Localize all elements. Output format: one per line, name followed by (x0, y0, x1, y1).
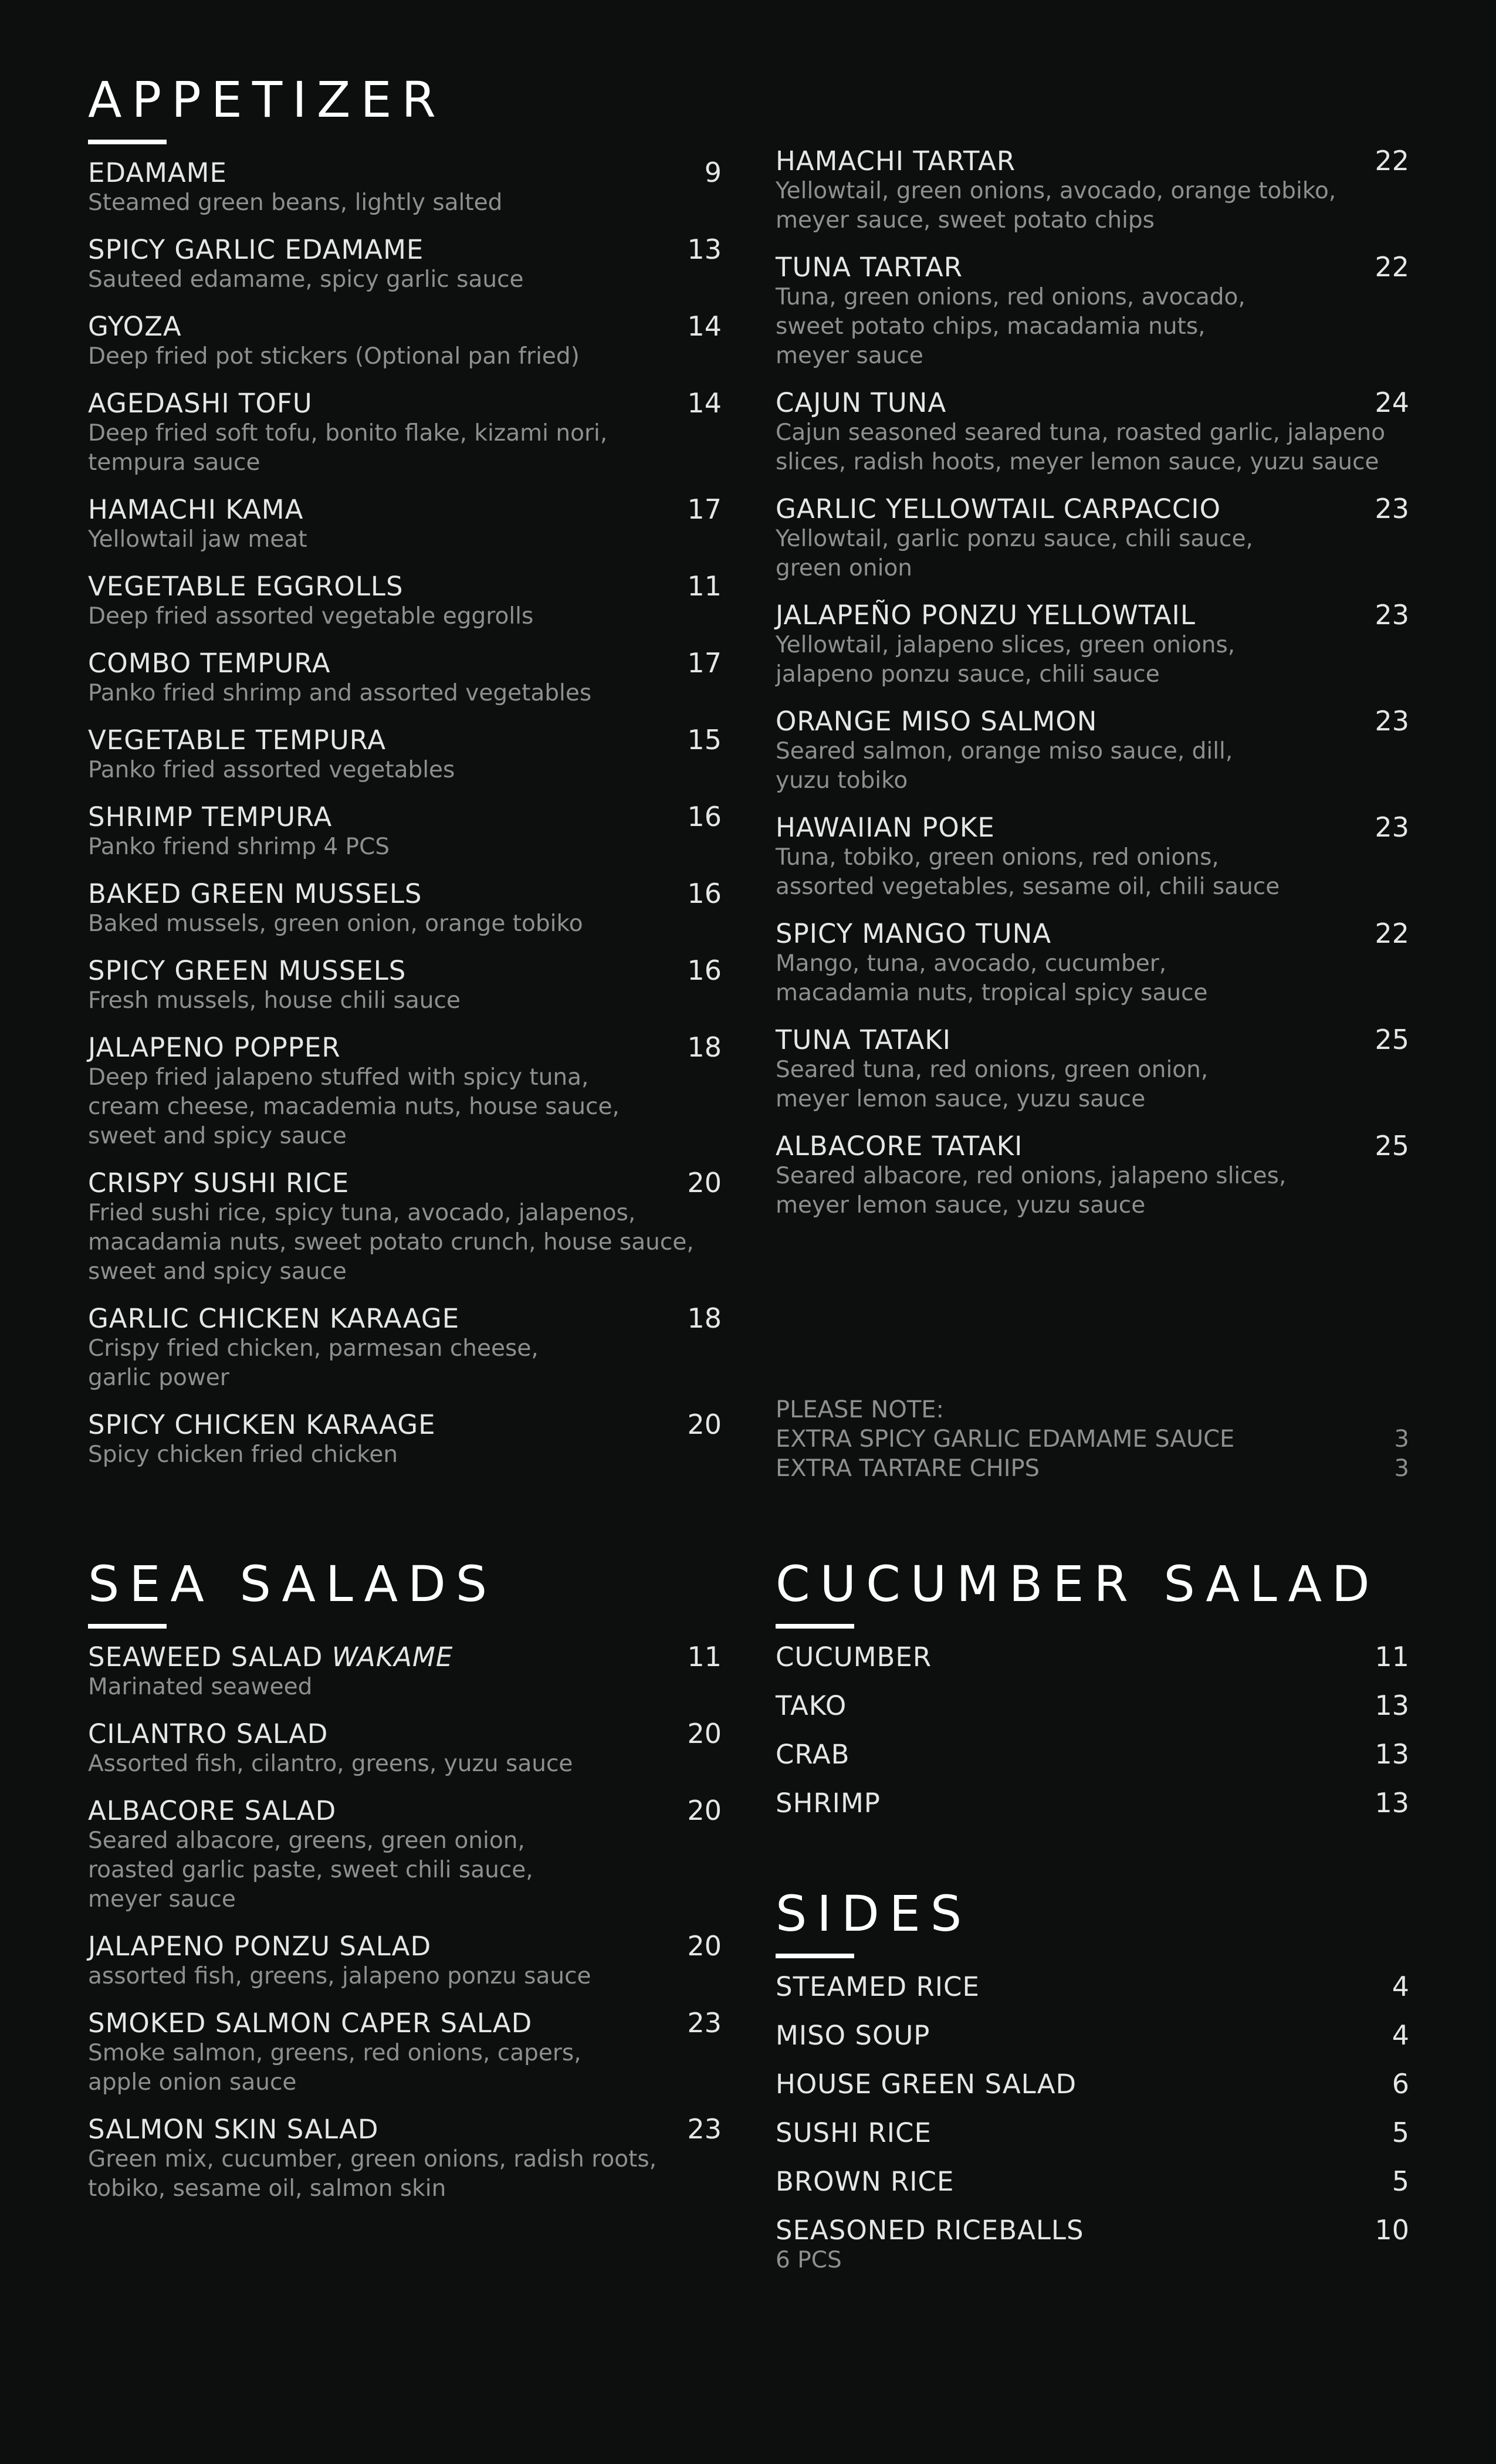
menu-item (88, 1931, 722, 1991)
menu-item-name (88, 802, 332, 832)
menu-item (88, 234, 722, 295)
menu-item-description: Deep fried jalapeno stuffed with spicy tuna, cream cheese, macademia nuts, house sauce, sweet and spicy sauce (88, 1064, 620, 1149)
menu-item-name (88, 1168, 349, 1199)
menu-item (88, 801, 722, 862)
menu-item-description: Deep fried soft tofu, bonito flake, kizami nori, tempura sauce (88, 420, 608, 476)
menu-item-row (776, 1690, 1409, 1721)
menu-item-price: 23 (1375, 811, 1409, 843)
menu-item-price: 13 (1375, 1690, 1409, 1721)
menu-item-row (776, 252, 1409, 283)
menu-item-price: 17 (687, 647, 722, 679)
menu-item-price: 14 (687, 387, 722, 419)
menu-item (88, 571, 722, 631)
menu-item-row (88, 571, 722, 602)
menu-item-row (776, 1024, 1409, 1055)
menu-item (88, 388, 722, 478)
menu-item-name (88, 1719, 328, 1749)
menu-item-name (776, 2167, 954, 2197)
menu-item-description: Seared albacore, greens, green onion, roasted garlic paste, sweet chili sauce, meyer sauce (88, 1827, 533, 1913)
menu-item (88, 311, 722, 371)
menu-item-row (776, 1739, 1409, 1770)
menu-item-row (88, 234, 722, 265)
menu-item-name (776, 146, 1016, 177)
menu-item-name (88, 158, 227, 188)
menu-item-name-text: CRISPY SUSHI RICE (88, 1167, 350, 1199)
menu-item-name (88, 571, 404, 602)
menu-item (776, 918, 1409, 1008)
menu-item-description: Deep fried assorted vegetable eggrolls (88, 603, 534, 629)
menu-item (88, 1032, 722, 1151)
menu-item-price: 20 (687, 1409, 722, 1440)
menu-item-name-text: GARLIC CHICKEN KARAAGE (88, 1303, 460, 1334)
menu-item-name-text: COMBO TEMPURA (88, 648, 331, 679)
menu-item-name-text: TUNA TATAKI (776, 1024, 952, 1055)
menu-item-name (776, 2020, 930, 2051)
menu-item (776, 812, 1409, 902)
menu-item-row (776, 1641, 1409, 1673)
sides-list (776, 1971, 1409, 2275)
menu-item-name-text: SPICY MANGO TUNA (776, 918, 1052, 949)
menu-item-name-text: HAMACHI TARTAR (776, 145, 1016, 177)
menu-item-price: 22 (1375, 251, 1409, 283)
menu-item-price: 16 (687, 878, 722, 909)
menu-item-description: Tuna, tobiko, green onions, red onions, assorted vegetables, sesame oil, chili sauce (776, 844, 1280, 900)
menu-item-name-text: SEASONED RICEBALLS (776, 2215, 1084, 2246)
menu-item (88, 1167, 722, 1287)
menu-item-description: Fresh mussels, house chili sauce (88, 987, 461, 1014)
menu-item-description: Mango, tuna, avocado, cucumber, macadamia nuts, tropical spicy sauce (776, 950, 1208, 1006)
menu-item-row (88, 1032, 722, 1063)
menu-item (88, 157, 722, 218)
menu-item-name (776, 600, 1196, 631)
menu-item-price: 23 (687, 2007, 722, 2039)
menu-item-name (776, 494, 1221, 524)
menu-item-name-text: SMOKED SALMON CAPER SALAD (88, 2008, 533, 2039)
menu-item-row (88, 648, 722, 679)
menu-item-name (776, 1739, 850, 1770)
menu-item (776, 1971, 1409, 2002)
menu-item-name (776, 813, 995, 843)
note-label: EXTRA SPICY GARLIC EDAMAME SAUCE (776, 1426, 1235, 1453)
menu-item-description: Deep fried pot stickers (Optional pan fried) (88, 343, 580, 370)
please-note (776, 1395, 1409, 1483)
menu-item-price: 25 (1375, 1024, 1409, 1055)
menu-item-name-text: VEGETABLE EGGROLLS (88, 571, 404, 602)
menu-item (776, 1739, 1409, 1770)
menu-item-name (88, 725, 386, 756)
cucumber-salad-title: CUCUMBER SALAD (776, 1555, 1380, 1613)
menu-item-row (776, 1131, 1409, 1162)
menu-item-name-text: STEAMED RICE (776, 1971, 980, 2002)
note-label: EXTRA TARTARE CHIPS (776, 1455, 1040, 1482)
menu-item (88, 955, 722, 1016)
menu-item-description: Smoke salmon, greens, red onions, capers, apple onion sauce (88, 2040, 581, 2096)
menu-item-description: Steamed green beans, lightly salted (88, 189, 503, 216)
menu-item-name (88, 2008, 532, 2039)
menu-item-price: 20 (687, 1930, 722, 1962)
menu-item-row (88, 388, 722, 419)
menu-item-row (88, 1795, 722, 1826)
menu-item-price: 23 (687, 2113, 722, 2145)
menu-item-name-text: SHRIMP TEMPURA (88, 801, 333, 832)
menu-item-price: 25 (1375, 1130, 1409, 1162)
menu-item-name-text: ALBACORE TATAKI (776, 1131, 1023, 1162)
menu-item-description: Yellowtail, garlic ponzu sauce, chili sauce, green onion (776, 526, 1253, 581)
menu-item-name (776, 1691, 847, 1721)
menu-item-name-text: SUSHI RICE (776, 2117, 932, 2148)
cucumber-salad-section (776, 1555, 1409, 1836)
menu-item-row (776, 2069, 1409, 2100)
menu-item-price: 18 (687, 1302, 722, 1334)
menu-item-row (776, 145, 1409, 177)
menu-item (776, 1131, 1409, 1220)
menu-item-row (88, 2114, 722, 2145)
menu-item-name-text: GYOZA (88, 311, 182, 342)
menu-item (776, 145, 1409, 235)
menu-item-name (88, 2114, 379, 2145)
menu-item-description: Seared salmon, orange miso sauce, dill, yuzu tobiko (776, 738, 1233, 794)
menu-item-name (776, 1131, 1023, 1162)
menu-item-row (776, 493, 1409, 524)
menu-item-price: 13 (687, 233, 722, 265)
menu-item-name (88, 879, 422, 909)
menu-item-price: 9 (704, 157, 722, 188)
menu-item-name-text: MISO SOUP (776, 2020, 930, 2051)
menu-item-description: Seared albacore, red onions, jalapeno slices, meyer lemon sauce, yuzu sauce (776, 1163, 1287, 1219)
appetizer-left-list (88, 157, 722, 1470)
menu-item-name-text: BAKED GREEN MUSSELS (88, 878, 422, 909)
menu-item-row (88, 725, 722, 756)
menu-item-price: 4 (1392, 2019, 1409, 2051)
menu-item-row (88, 1641, 722, 1673)
menu-item-row (776, 812, 1409, 843)
menu-item-row (88, 1931, 722, 1962)
menu-item-row (776, 2215, 1409, 2246)
menu-item (776, 2069, 1409, 2100)
menu-item-name (88, 312, 182, 342)
menu-item-description: 6 PCS (776, 2247, 842, 2273)
menu-item-name-text: TUNA TARTAR (776, 252, 963, 283)
menu-item-price: 6 (1392, 2068, 1409, 2100)
menu-item-name (88, 1033, 341, 1063)
sea-salads-list (88, 1641, 722, 2204)
menu-item-price: 15 (687, 724, 722, 756)
menu-item-description: Baked mussels, green onion, orange tobiko (88, 911, 583, 937)
menu-item-price: 20 (687, 1718, 722, 1749)
menu-item (88, 725, 722, 785)
menu-item-price: 23 (1375, 705, 1409, 737)
menu-item (776, 252, 1409, 371)
menu-item (88, 648, 722, 708)
menu-item-name-text: SPICY GARLIC EDAMAME (88, 234, 424, 265)
menu-item-name (776, 2069, 1077, 2100)
menu-item-row (88, 1167, 722, 1199)
menu-item-name (776, 706, 1097, 737)
menu-item-row (776, 918, 1409, 949)
menu-item (776, 2117, 1409, 2148)
menu-item-name (776, 2215, 1084, 2246)
menu-item-name (776, 252, 963, 283)
menu-item-price: 22 (1375, 145, 1409, 177)
note-line (776, 1424, 1409, 1454)
menu-item-price: 16 (687, 801, 722, 832)
menu-item-price: 23 (1375, 599, 1409, 631)
menu-item-name-text: JALAPENO POPPER (88, 1032, 341, 1063)
title-underline (88, 1624, 167, 1629)
menu-item (776, 1024, 1409, 1114)
menu-item-name-text: VEGETABLE TEMPURA (88, 725, 387, 756)
menu-item-name-text: BROWN RICE (776, 2166, 955, 2197)
menu-item-price: 24 (1375, 387, 1409, 418)
appetizer-title: APPETIZER (88, 71, 446, 128)
menu-item-row (776, 387, 1409, 418)
note-heading: PLEASE NOTE: (776, 1396, 945, 1423)
menu-item-description: Crispy fried chicken, parmesan cheese, garlic power (88, 1335, 539, 1391)
menu-item (776, 2166, 1409, 2197)
menu-item-price: 20 (687, 1795, 722, 1826)
menu-item-description: Panko fried shrimp and assorted vegetables (88, 680, 592, 706)
menu-item (88, 878, 722, 939)
menu-item-price: 11 (1375, 1641, 1409, 1673)
title-underline (776, 1954, 854, 1958)
menu-item-price: 14 (687, 310, 722, 342)
menu-item-name (776, 1642, 932, 1673)
menu-item-name (776, 1025, 951, 1055)
note-line (776, 1454, 1409, 1483)
menu-item-row (776, 1788, 1409, 1819)
menu-item-price: 5 (1392, 2165, 1409, 2197)
menu-item-name-text: ALBACORE SALAD (88, 1795, 337, 1826)
menu-item-price: 10 (1375, 2214, 1409, 2246)
menu-item-name (88, 1410, 436, 1440)
menu-item-row (88, 2008, 722, 2039)
note-price: 3 (1394, 1426, 1409, 1453)
menu-item-price: 13 (1375, 1738, 1409, 1770)
menu-item-description: Cajun seasoned seared tuna, roasted garlic, jalapeno slices, radish hoots, meyer lemon sauce, yuzu sauce (776, 419, 1386, 475)
menu-item-row (776, 2020, 1409, 2051)
menu-item-description: Tuna, green onions, red onions, avocado, sweet potato chips, macadamia nuts, meyer sauce (776, 284, 1245, 369)
menu-item-name (88, 956, 406, 986)
menu-item-name (776, 919, 1051, 949)
menu-item (88, 2008, 722, 2097)
menu-item (776, 2215, 1409, 2275)
menu-item-name-text: SPICY GREEN MUSSELS (88, 955, 407, 986)
menu-item (88, 1641, 722, 1702)
menu-item (776, 2020, 1409, 2051)
menu-item-price: 5 (1392, 2117, 1409, 2148)
menu-item-name (88, 1304, 459, 1334)
menu-item (88, 1303, 722, 1393)
menu-item (88, 2114, 722, 2204)
menu-item-name (776, 1788, 881, 1819)
menu-item (88, 1795, 722, 1914)
menu-item-description: Yellowtail, jalapeno slices, green onions, jalapeno ponzu sauce, chili sauce (776, 632, 1236, 688)
menu-item-row (88, 801, 722, 832)
menu-item-name-text: HAMACHI KAMA (88, 494, 304, 525)
menu-item-price: 20 (687, 1167, 722, 1199)
menu-item (776, 706, 1409, 796)
appetizer-right-section (776, 145, 1409, 1237)
menu-item-description: Green mix, cucumber, green onions, radish roots, tobiko, sesame oil, salmon skin (88, 2146, 657, 2202)
sea-salads-section (88, 1555, 722, 2220)
menu-item-price: 4 (1392, 1971, 1409, 2002)
menu-item-description: Panko fried assorted vegetables (88, 757, 455, 783)
menu-item-name-text: CAJUN TUNA (776, 387, 947, 418)
menu-item-name-text: AGEDASHI TOFU (88, 388, 313, 419)
menu-item-name-text: ORANGE MISO SALMON (776, 706, 1098, 737)
menu-item (88, 1409, 722, 1470)
menu-item-name-text: CRAB (776, 1739, 850, 1770)
menu-item-description: Panko friend shrimp 4 PCS (88, 834, 390, 860)
menu-item-name (88, 1796, 336, 1826)
menu-item-name (88, 1642, 453, 1673)
menu-item-price: 16 (687, 955, 722, 986)
appetizer-right-list (776, 145, 1409, 1220)
cucumber-salad-list (776, 1641, 1409, 1819)
menu-item (88, 1718, 722, 1779)
title-underline (88, 140, 167, 144)
menu-item (776, 1690, 1409, 1721)
menu-item (776, 493, 1409, 583)
menu-item (776, 600, 1409, 689)
menu-item-name-text: HOUSE GREEN SALAD (776, 2069, 1077, 2100)
note-price: 3 (1394, 1455, 1409, 1482)
menu-item-name-italic: WAKAME (331, 1641, 453, 1673)
sides-section (776, 1884, 1409, 2293)
menu-item-description: Seared tuna, red onions, green onion, meyer lemon sauce, yuzu sauce (776, 1057, 1209, 1112)
menu-item-name-text: CILANTRO SALAD (88, 1718, 329, 1749)
menu-item-description: Assorted fish, cilantro, greens, yuzu sauce (88, 1751, 573, 1777)
menu-item-row (88, 955, 722, 986)
menu-item-row (776, 2117, 1409, 2148)
menu-item-name (88, 1931, 431, 1962)
sides-title: SIDES (776, 1885, 972, 1942)
menu-item-price: 18 (687, 1031, 722, 1063)
menu-item-description: Marinated seaweed (88, 1674, 313, 1700)
menu-item-name-text: HAWAIIAN POKE (776, 812, 995, 843)
menu-item-name-text: GARLIC YELLOWTAIL CARPACCIO (776, 493, 1221, 524)
menu-item-row (88, 878, 722, 909)
menu-item-price: 13 (1375, 1787, 1409, 1819)
menu-item (776, 1641, 1409, 1673)
menu-item-name (88, 235, 424, 265)
menu-item-price: 17 (687, 493, 722, 525)
menu-item-price: 11 (687, 570, 722, 602)
menu-item-name-text: CUCUMBER (776, 1641, 932, 1673)
sea-salads-title: SEA SALADS (88, 1555, 497, 1613)
menu-item-description: Fried sushi rice, spicy tuna, avocado, jalapenos, macadamia nuts, sweet potato crunch, house sauce, sweet and spicy sauce (88, 1200, 694, 1285)
menu-item-row (88, 1409, 722, 1440)
menu-item-price: 22 (1375, 918, 1409, 949)
menu-item (776, 1788, 1409, 1819)
menu-item-description: Yellowtail jaw meat (88, 526, 307, 553)
menu-item-name (88, 648, 331, 679)
menu-item-row (88, 157, 722, 188)
menu-item-price: 11 (687, 1641, 722, 1673)
menu-item-name-text: JALAPEÑO PONZU YELLOWTAIL (776, 600, 1196, 631)
menu-item-row (776, 1971, 1409, 2002)
menu-item-name-text: EDAMAME (88, 157, 227, 188)
menu-item-description: Sauteed edamame, spicy garlic sauce (88, 266, 524, 293)
menu-item-row (88, 311, 722, 342)
menu-item-name-text: TAKO (776, 1690, 847, 1721)
appetizer-section (88, 70, 722, 1486)
menu-item-description: Yellowtail, green onions, avocado, orange tobiko, meyer sauce, sweet potato chips (776, 178, 1336, 233)
menu-item-name (88, 388, 313, 419)
menu-item-row (776, 600, 1409, 631)
menu-item-name-text: SEAWEED SALAD (88, 1641, 323, 1673)
menu-item-description: assorted fish, greens, jalapeno ponzu sauce (88, 1963, 591, 1989)
menu-item-description: Spicy chicken fried chicken (88, 1441, 398, 1468)
menu-item-name (776, 388, 946, 418)
menu-item-row (88, 494, 722, 525)
menu-item-name-text: SALMON SKIN SALAD (88, 2114, 379, 2145)
menu-item-row (776, 706, 1409, 737)
menu-item-name-text: SHRIMP (776, 1788, 881, 1819)
menu-item-name (776, 1972, 980, 2002)
menu-item (776, 387, 1409, 477)
menu-item-name (88, 495, 303, 525)
menu-item (88, 494, 722, 554)
menu-item-name-text: JALAPENO PONZU SALAD (88, 1931, 432, 1962)
menu-item-row (88, 1718, 722, 1749)
menu-item-price: 23 (1375, 493, 1409, 524)
menu-item-row (88, 1303, 722, 1334)
menu-item-row (776, 2166, 1409, 2197)
menu-item-name (776, 2118, 932, 2148)
title-underline (776, 1624, 854, 1629)
menu-item-name-text: SPICY CHICKEN KARAAGE (88, 1409, 436, 1440)
